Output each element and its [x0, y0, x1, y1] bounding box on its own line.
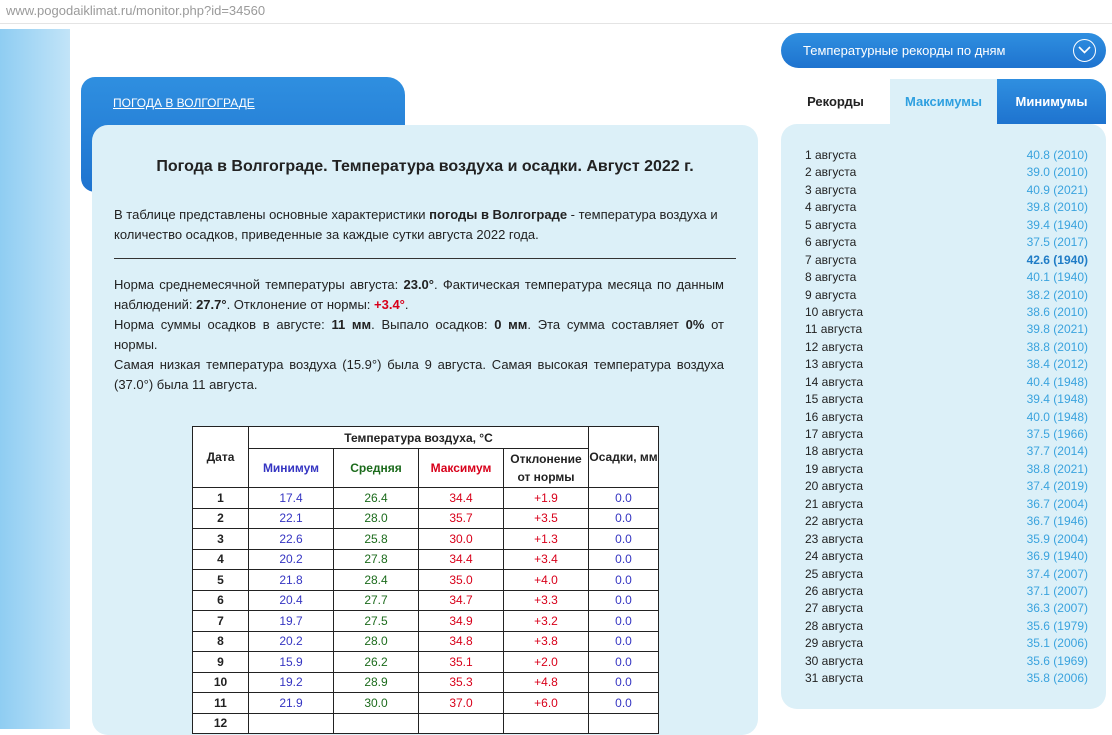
- table-row: [193, 611, 659, 632]
- record-day: 28 августа: [805, 618, 864, 633]
- record-value[interactable]: 39.8 (2021): [1026, 322, 1088, 337]
- list-item: [805, 269, 1088, 286]
- list-item: [805, 374, 1088, 391]
- cell-pr: 0.0: [589, 549, 659, 570]
- divider: [114, 258, 736, 259]
- record-value[interactable]: 37.5 (2017): [1026, 235, 1088, 250]
- list-item: [805, 566, 1088, 583]
- stats-text: Норма среднемесячной температуры августа: 23.0°. Фактическая температура месяца по данным наблюдений: 27.7°. Отклонение от нормы: +3.4°. Норма суммы осадков в августе: 11 мм. Выпало осадков: 0 мм. Эта сумма составляет 0% от нормы. Самая низкая температура воздуха (15.9°) была 9 августа. Самая высокая температура воздуха (37.0°) была 11 августа.: [114, 277, 724, 392]
- cell-pr: 0.0: [589, 611, 659, 632]
- page-title: Погода в Волгограде. Температура воздуха и осадки. Август 2022 г.: [156, 158, 694, 175]
- cell-max: 34.7: [419, 590, 504, 611]
- cell-dev: [504, 713, 589, 734]
- record-value[interactable]: 35.6 (1969): [1026, 653, 1088, 668]
- cell-max: [419, 713, 504, 734]
- list-item: [805, 252, 1088, 269]
- record-value[interactable]: 39.4 (1940): [1026, 217, 1088, 232]
- list-item: [805, 461, 1088, 478]
- list-item: [805, 478, 1088, 495]
- record-value[interactable]: 40.0 (1948): [1026, 409, 1088, 424]
- intro-text: В таблице представлены основные характеристики погоды в Волгограде - температура воздуха и количество осадков, приведенные за каждые сутки августа 2022 года.: [114, 207, 718, 242]
- cell-avg: 27.7: [334, 590, 419, 611]
- left-decor-strip: [0, 29, 70, 729]
- list-item: [805, 426, 1088, 443]
- list-item: [805, 443, 1088, 460]
- record-value[interactable]: 38.4 (2012): [1026, 357, 1088, 372]
- cell-min: 22.6: [249, 529, 334, 550]
- cell-pr: 0.0: [589, 529, 659, 550]
- record-value[interactable]: 36.9 (1940): [1026, 549, 1088, 564]
- cell-d: 12: [193, 713, 249, 734]
- cell-dev: +1.3: [504, 529, 589, 550]
- cell-max: 34.4: [419, 488, 504, 509]
- record-day: 3 августа: [805, 182, 857, 197]
- cell-pr: 0.0: [589, 590, 659, 611]
- record-day: 22 августа: [805, 514, 864, 529]
- cell-min: 20.4: [249, 590, 334, 611]
- cell-pr: 0.0: [589, 652, 659, 673]
- list-item: [805, 531, 1088, 548]
- list-item: [805, 635, 1088, 652]
- cell-avg: 28.0: [334, 508, 419, 529]
- table-row: [193, 529, 659, 550]
- record-day: 13 августа: [805, 357, 864, 372]
- record-value[interactable]: 42.6 (1940): [1026, 252, 1088, 267]
- cell-min: 15.9: [249, 652, 334, 673]
- list-item: [805, 304, 1088, 321]
- record-day: 5 августа: [805, 217, 857, 232]
- cell-d: 1: [193, 488, 249, 509]
- cell-min: 20.2: [249, 631, 334, 652]
- record-value[interactable]: 38.2 (2010): [1026, 287, 1088, 302]
- col-max: Максимум: [419, 449, 504, 488]
- tab-minimums[interactable]: Минимумы: [997, 79, 1106, 124]
- list-item: [805, 356, 1088, 373]
- table-row: [193, 508, 659, 529]
- cell-avg: 28.4: [334, 570, 419, 591]
- cell-max: 35.7: [419, 508, 504, 529]
- col-dev: Отклонение от нормы: [504, 449, 589, 488]
- record-value[interactable]: 37.5 (1966): [1026, 427, 1088, 441]
- list-item: [805, 199, 1088, 216]
- cell-pr: 0.0: [589, 631, 659, 652]
- record-value[interactable]: 35.6 (1979): [1026, 618, 1088, 633]
- list-item: [805, 496, 1088, 513]
- list-item: [805, 618, 1088, 635]
- record-value[interactable]: 37.4 (2019): [1026, 479, 1088, 494]
- record-day: 14 августа: [805, 374, 864, 389]
- record-value[interactable]: 36.7 (1946): [1026, 514, 1088, 529]
- cell-min: 19.2: [249, 672, 334, 693]
- record-value[interactable]: 40.8 (2010): [1026, 148, 1088, 162]
- list-item: [805, 391, 1088, 408]
- record-value[interactable]: 35.9 (2004): [1026, 531, 1088, 546]
- tab-records[interactable]: Рекорды: [781, 79, 890, 124]
- list-item: [805, 234, 1088, 251]
- cell-min: 21.8: [249, 570, 334, 591]
- cell-avg: 28.0: [334, 631, 419, 652]
- col-date: Дата: [193, 427, 249, 488]
- cell-avg: 26.2: [334, 652, 419, 673]
- table-row: [193, 549, 659, 570]
- record-day: 21 августа: [805, 496, 864, 511]
- cell-pr: 0.0: [589, 488, 659, 509]
- cell-min: 20.2: [249, 549, 334, 570]
- cell-dev: +6.0: [504, 693, 589, 714]
- records-tabs: [781, 79, 1106, 124]
- cell-dev: +3.2: [504, 611, 589, 632]
- record-value[interactable]: 37.7 (2014): [1026, 444, 1088, 459]
- list-item: [805, 583, 1088, 600]
- cell-avg: 26.4: [334, 488, 419, 509]
- list-item: [805, 182, 1088, 199]
- record-value[interactable]: 39.8 (2010): [1026, 200, 1088, 215]
- record-value[interactable]: 38.6 (2010): [1026, 304, 1088, 319]
- table-row: [193, 713, 659, 734]
- records-button-label: Температурные рекорды по дням: [803, 43, 1006, 58]
- cell-max: 34.8: [419, 631, 504, 652]
- record-day: 25 августа: [805, 566, 864, 581]
- record-day: 6 августа: [805, 235, 857, 250]
- col-avg: Средняя: [334, 449, 419, 488]
- record-day: 23 августа: [805, 531, 864, 546]
- cell-pr: 0.0: [589, 508, 659, 529]
- col-temp-group: Температура воздуха, °С: [249, 427, 589, 449]
- list-item: [805, 653, 1088, 670]
- cell-max: 37.0: [419, 693, 504, 714]
- record-value[interactable]: 39.4 (1948): [1026, 392, 1088, 407]
- record-value[interactable]: 37.1 (2007): [1026, 583, 1088, 598]
- record-day: 17 августа: [805, 427, 864, 441]
- list-item: [805, 600, 1088, 617]
- col-min: Минимум: [249, 449, 334, 488]
- cell-d: 4: [193, 549, 249, 570]
- cell-max: 34.4: [419, 549, 504, 570]
- cell-dev: +3.3: [504, 590, 589, 611]
- record-value[interactable]: 38.8 (2021): [1026, 461, 1088, 476]
- table-row: [193, 693, 659, 714]
- records-panel: [781, 124, 1106, 709]
- record-day: 10 августа: [805, 304, 864, 319]
- cell-min: 17.4: [249, 488, 334, 509]
- list-item: [805, 409, 1088, 426]
- list-item: [805, 339, 1088, 356]
- record-value[interactable]: 38.8 (2010): [1026, 339, 1088, 354]
- cell-avg: 30.0: [334, 693, 419, 714]
- record-day: 11 августа: [805, 322, 863, 337]
- cell-dev: +2.0: [504, 652, 589, 673]
- address-bar[interactable]: [0, 0, 1112, 24]
- table-row: [193, 570, 659, 591]
- record-day: 27 августа: [805, 601, 864, 616]
- record-day: 24 августа: [805, 549, 864, 564]
- record-value[interactable]: 40.9 (2021): [1026, 182, 1088, 197]
- col-precip: Осадки, мм: [589, 427, 659, 488]
- record-value[interactable]: 40.1 (1940): [1026, 270, 1088, 285]
- cell-min: 19.7: [249, 611, 334, 632]
- cell-pr: 0.0: [589, 693, 659, 714]
- cell-d: 5: [193, 570, 249, 591]
- cell-avg: 27.5: [334, 611, 419, 632]
- record-value[interactable]: 40.4 (1948): [1026, 374, 1088, 389]
- table-row: [193, 590, 659, 611]
- cell-d: 6: [193, 590, 249, 611]
- record-day: 16 августа: [805, 409, 864, 424]
- record-day: 29 августа: [805, 636, 864, 651]
- cell-d: 10: [193, 672, 249, 693]
- list-item: [805, 670, 1088, 687]
- record-day: 4 августа: [805, 200, 857, 215]
- cell-d: 2: [193, 508, 249, 529]
- records-list: [805, 147, 1088, 688]
- cell-max: 30.0: [419, 529, 504, 550]
- list-item: [805, 548, 1088, 565]
- cell-dev: +3.8: [504, 631, 589, 652]
- cell-max: 35.3: [419, 672, 504, 693]
- list-item: [805, 513, 1088, 530]
- cell-pr: 0.0: [589, 570, 659, 591]
- record-value[interactable]: 35.1 (2006): [1026, 636, 1088, 651]
- cell-pr: [589, 713, 659, 734]
- url-text: www.pogodaiklimat.ru/monitor.php?id=34560: [6, 3, 266, 18]
- cell-avg: 25.8: [334, 529, 419, 550]
- record-value[interactable]: 36.7 (2004): [1026, 496, 1088, 511]
- record-day: 2 августа: [805, 165, 857, 180]
- list-item: [805, 287, 1088, 304]
- cell-d: 9: [193, 652, 249, 673]
- weather-table: [192, 426, 659, 734]
- record-value[interactable]: 39.0 (2010): [1026, 165, 1088, 180]
- cell-pr: 0.0: [589, 672, 659, 693]
- cell-dev: +1.9: [504, 488, 589, 509]
- cell-dev: +4.0: [504, 570, 589, 591]
- record-day: 18 августа: [805, 444, 864, 459]
- record-day: 20 августа: [805, 479, 864, 494]
- chevron-down-icon: [1073, 39, 1096, 62]
- record-day: 9 августа: [805, 287, 857, 302]
- table-row: [193, 672, 659, 693]
- list-item: [805, 147, 1088, 164]
- cell-dev: +3.5: [504, 508, 589, 529]
- cell-dev: +3.4: [504, 549, 589, 570]
- record-day: 7 августа: [805, 252, 857, 267]
- record-value[interactable]: 35.8 (2006): [1026, 671, 1088, 686]
- cell-d: 7: [193, 611, 249, 632]
- record-value[interactable]: 36.3 (2007): [1026, 601, 1088, 616]
- record-day: 31 августа: [805, 671, 864, 686]
- record-day: 12 августа: [805, 339, 864, 354]
- cell-max: 34.9: [419, 611, 504, 632]
- record-day: 19 августа: [805, 461, 864, 476]
- table-row: [193, 488, 659, 509]
- cell-min: [249, 713, 334, 734]
- list-item: [805, 164, 1088, 181]
- cell-avg: [334, 713, 419, 734]
- record-day: 30 августа: [805, 653, 864, 668]
- cell-max: 35.0: [419, 570, 504, 591]
- record-day: 8 августа: [805, 270, 857, 285]
- record-day: 1 августа: [805, 148, 857, 162]
- record-day: 26 августа: [805, 583, 864, 598]
- record-value[interactable]: 37.4 (2007): [1026, 566, 1088, 581]
- cell-min: 21.9: [249, 693, 334, 714]
- cell-d: 11: [193, 693, 249, 714]
- cell-min: 22.1: [249, 508, 334, 529]
- city-weather-link[interactable]: ПОГОДА В ВОЛГОГРАДЕ: [113, 96, 255, 110]
- cell-d: 3: [193, 529, 249, 550]
- cell-avg: 28.9: [334, 672, 419, 693]
- cell-avg: 27.8: [334, 549, 419, 570]
- cell-d: 8: [193, 631, 249, 652]
- record-day: 15 августа: [805, 392, 864, 407]
- tab-maximums[interactable]: Максимумы: [890, 79, 997, 124]
- list-item: [805, 321, 1088, 338]
- table-row: [193, 652, 659, 673]
- cell-max: 35.1: [419, 652, 504, 673]
- cell-dev: +4.8: [504, 672, 589, 693]
- temperature-records-dropdown[interactable]: [781, 33, 1106, 68]
- list-item: [805, 217, 1088, 234]
- table-row: [193, 631, 659, 652]
